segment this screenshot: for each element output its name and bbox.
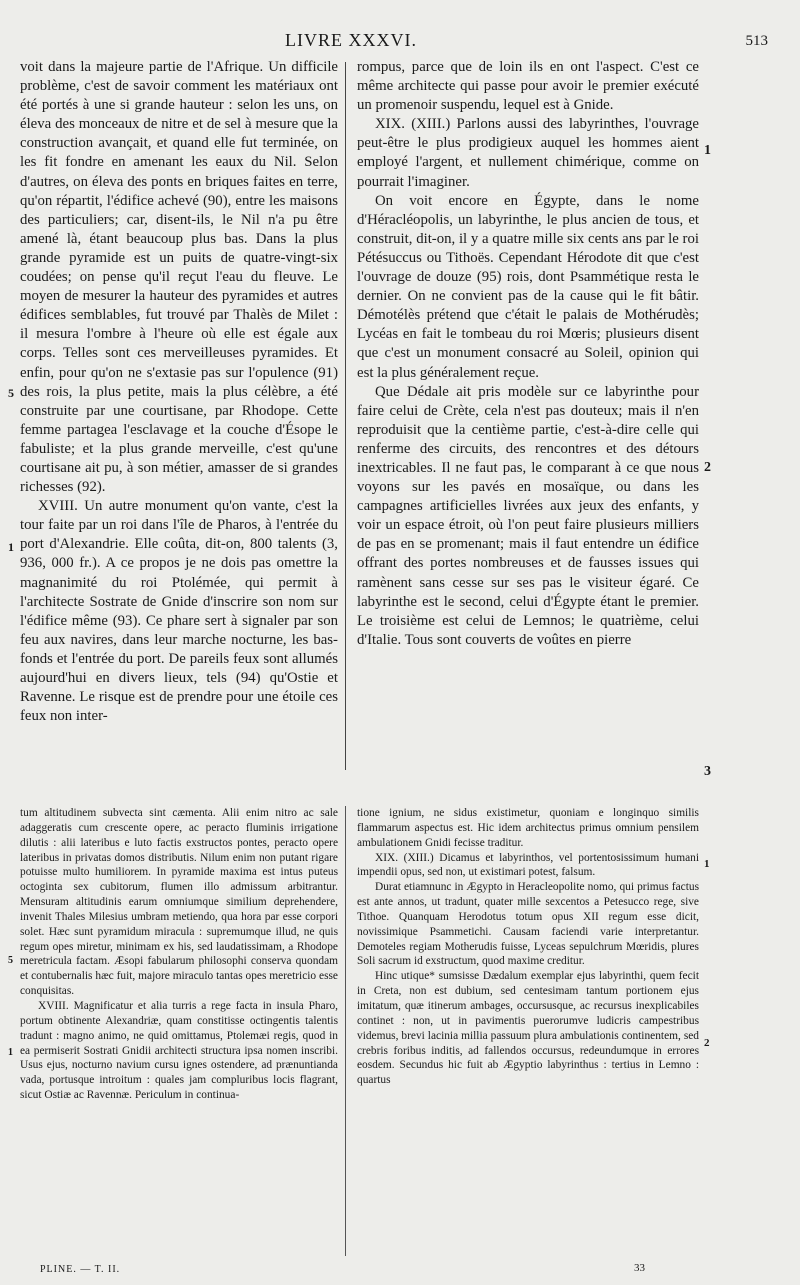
column-divider: [345, 806, 346, 1256]
latin-paragraph: tum altitudinem subvecta sint cæmenta. Alii enim nitro ac sale adaggeratis cum crescente opere, ac peracto fluminis irrigatione dilutis : alii lateribus e luto factis exstructos pontes, peracto opere lateribus in privatas domos distributis. Nilum enim non putant rigare potuisse multo humiliorem. In pyramide maxima est intus puteus octoginta sex cubitorum, flumen illo admissum arbitrantur. Mensuram altitudinis earum omniumque similium deprehendere, invenit Thales Milesius umbram metiendo, qua hora par esse corpori solet. Hæc sunt pyramidum miracula : supremumque illud, ne quis regum opes miretur, minimam ex his, sed laudatissimam, a Rhodope meretricula factam. Æsopi fabularum philosophi conserva quondam et contubernalis hæc fuit, majore miraculo tantas opes meretricio esse conquisitas.: [20, 807, 338, 998]
margin-number: 5: [8, 955, 13, 966]
french-paragraph: voit dans la majeure partie de l'Afrique. Un difficile problème, c'est de savoir comment les matériaux ont été portés à une si grande hauteur : selon les uns, on éleva des monceaux de nitre et de sel à mesure que la construction avançait, et quand elle fut terminée, on les fit fondre en amenant les eaux du Nil. Selon d'autres, on éleva des ponts en briques faites en terre, qu'on répartit, l'édifice achevé (90), entre les maisons des particuliers; car, disent-ils, le Nil n'a pu être amené là, étant beaucoup plus bas. Dans la plus grande pyramide est un puits de quatre-vingt-six coudées; on pense qu'il reçut l'eau du fleuve. Le moyen de mesurer la hauteur des pyramides et autres édifices semblables, fut trouvé par Thalès de Milet : il mesura l'ombre à l'heure où elle est égale aux corps. Telles sont ces merveilleuses pyramides. Et enfin, pour qu'on ne s'extasie pas sur l'opulence (91) des rois, la plus petite, mais la plus célèbre, a été construite par une courtisane, par Rhodope. Cette femme partagea l'esclavage et la couche d'Ésope le fabuliste; et la plus grande merveille, c'est qu'une courtisane ait pu, à son métier, amasser de si grandes richesses (92).: [20, 59, 338, 496]
margin-number: 1: [704, 858, 710, 870]
margin-number: 1: [704, 143, 711, 158]
running-head: LIVRE XXXVI.: [285, 30, 417, 50]
french-paragraph: XIX. (XIII.) Parlons aussi des labyrinthes, l'ouvrage peut-être le plus prodigieux auquel les hommes aient employé l'argent, et nullement chimérique, comme on pourrait l'imaginer.: [357, 116, 699, 190]
french-column-left: [20, 58, 338, 726]
margin-number: 2: [704, 1037, 710, 1049]
margin-number: 3: [704, 764, 711, 779]
latin-column-left: [20, 806, 338, 1103]
page-number: 513: [745, 33, 768, 49]
margin-number: 2: [704, 460, 711, 475]
margin-number: 1: [8, 1047, 13, 1058]
latin-paragraph: Hinc utique* sumsisse Dædalum exemplar ejus labyrinthi, quem fecit in Creta, non est dubium, sed centesimam tantum portionem ejus imitatum, quæ itinerum ambages, occursusque, ac recursus inexplicabiles continet : non, ut in pavimentis puerorumve ludicris campestribus videmus, brevi lacinia millia passuum plura ambulationis continentem, sed crebris foribus inditis, ad fallendos occursus, redeundumque in errores eosdem. Secundus hic fuit ab Ægyptio labyrinthus : tertius in Lemno : quartus: [357, 970, 699, 1087]
latin-paragraph: Durat etiamnunc in Ægypto in Heracleopolite nomo, qui primus factus est ante annos, ut tradunt, quater mille sexcentos a Petesucco rege, sive Tithoe. Quanquam Herodotus totum opus XII regum esse dicit, novissimique Psammetichi. Causam faciendi varie interpretantur. Demoteles regiam Motherudis fuisse, Lyceas sepulchrum Mœridis, plures Soli sacrum id exstructum, quod maxime creditur.: [357, 881, 699, 968]
french-paragraph: On voit encore en Égypte, dans le nome d'Héracléopolis, un labyrinthe, le plus ancien de tous, et construit, dit-on, il y a quatre mille six cents ans par le roi Pétésuccus ou Tithoës. Cependant Hérodote dit que c'est l'ouvrage de douze (95) rois, dont Psammétique resta le dernier. On ne convient pas de la cause qui le fit bâtir. Démotélès prétend que c'était le palais de Mothérudès; Lycéas en fait le tombeau du roi Mœris; plusieurs disent que c'est un monument consacré au Soleil, opinion qui est la plus généralement reçue.: [357, 192, 699, 381]
signature-mark: PLINE. — T. II.: [40, 1264, 121, 1275]
column-divider: [345, 62, 346, 770]
margin-number: 1: [8, 540, 14, 554]
signature-number: 33: [634, 1262, 645, 1274]
french-column-right: [357, 58, 699, 650]
french-paragraph: rompus, parce que de loin ils en ont l'aspect. C'est ce même architecte qui passe pour avoir le premier exécuté un promenoir suspendu, lequel est à Gnide.: [357, 59, 699, 114]
french-paragraph: XVIII. Un autre monument qu'on vante, c'est la tour faite par un roi dans l'île de Pharos, à l'entrée du port d'Alexandrie. Elle coûta, dit-on, 800 talents (3, 936, 000 fr.). A ce propos je ne dois pas omettre la magnanimité du roi Ptolémée, qui permit à l'architecte Sostrate de Gnide d'inscrire son nom sur l'édifice même (93). Ce phare sert à signaler par son feu aux navires, dans leur marche nocturne, les bas-fonds et l'entrée du port. De pareils feux sont allumés aujourd'hui en divers lieux, tels (94) qu'Ostie et Ravenne. Le risque est de prendre pour une étoile ces feux non inter-: [20, 498, 338, 725]
latin-paragraph: XVIII. Magnificatur et alia turris a rege facta in insula Pharo, portum obtinente Alexandriæ, quam constitisse octingentis talentis tradunt : magno animo, ne quid omittamus, Ptolemæi regis, quod in ea permiserit Sostrati Gnidii architecti structura ipsa nomen inscribi. Usus ejus, nocturno navium cursu ignes ostendere, ad prænuntianda vada, portusque introitum : quales jam compluribus locis flagrant, sicut Ostiæ ac Ravennæ. Periculum in continua-: [20, 999, 338, 1102]
margin-number: 5: [8, 386, 14, 400]
french-paragraph: Que Dédale ait pris modèle sur ce labyrinthe pour faire celui de Crète, cela n'est pas douteux; mais il n'en reproduisit que la centième partie, c'est-à-dire celle qui renferme des circuits, des rencontres et des détours inextricables. Il ne faut pas, le comparant à ce que nous voyons sur les pavés en mosaïque, ou dans les campagnes artificielles livrées aux jeux des enfants, y voir un espace étroit, où l'on peut faire plusieurs milliers de pas en se promenant; mais il faut entendre un édifice offrant des portes nombreuses et de fausses issues qui ramènent sans cesse sur ses pas le visiteur égaré. Ce labyrinthe est le second, celui d'Égypte étant le premier. Le troisième est celui de Lemnos; le quatrième, celui d'Italie. Tous sont couverts de voûtes en pierre: [357, 383, 699, 648]
latin-column-right: [357, 806, 699, 1088]
latin-paragraph: tione ignium, ne sidus existimetur, quoniam e longinquo similis flammarum aspectus est. Hic idem architectus primus omnium pensilem ambulationem Gnidi fecisse traditur.: [357, 807, 699, 849]
latin-paragraph: XIX. (XIII.) Dicamus et labyrinthos, vel portentosissimum humani impendii opus, sed non, ut existimari potest, falsum.: [357, 851, 699, 879]
